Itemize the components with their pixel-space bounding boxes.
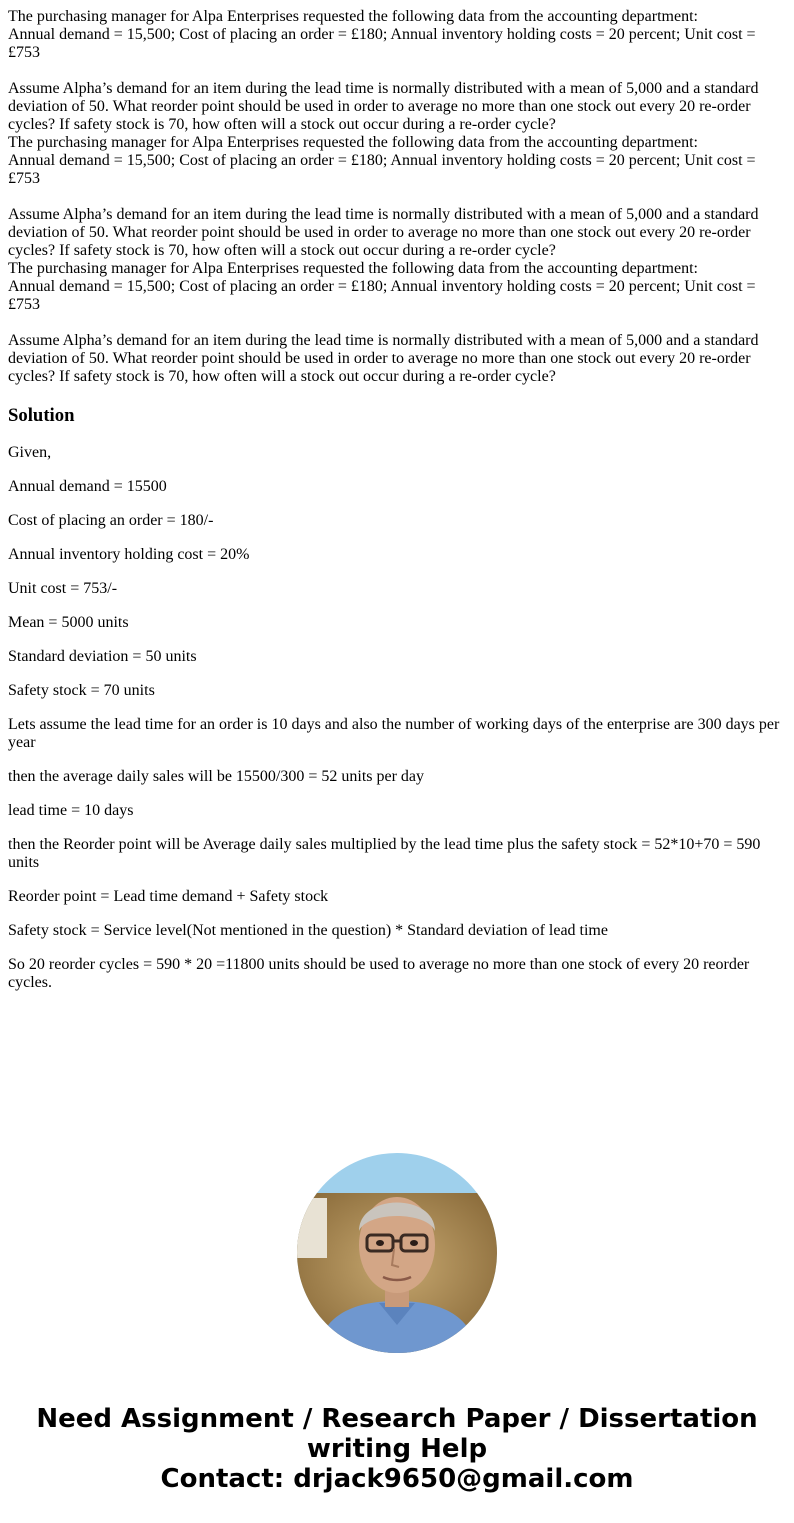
avatar <box>297 1153 497 1353</box>
question-intro: The purchasing manager for Alpa Enterprises requested the following data from the accounting department: <box>8 260 698 277</box>
avatar-switchboard <box>297 1198 327 1258</box>
solution-line: Standard deviation = 50 units <box>8 648 197 665</box>
solution-line: then the average daily sales will be 15500/300 = 52 units per day <box>8 768 425 785</box>
solution-line: Unit cost = 753/- <box>8 580 118 597</box>
spacer <box>8 62 786 80</box>
question-prompt: Assume Alpha’s demand for an item during the lead time is normally distributed with a mean of 5,000 and a standard deviation of 50. What reorder point should be used in order to average no more than one stock out every 20 re-order cycles? If safety stock is 70, how often will a stock out occur during a re-order cycle? <box>8 206 759 259</box>
solution-line: Lets assume the lead time for an order is 10 days and also the number of working days of the enterprise are 300 days per year <box>8 716 780 751</box>
solution-line: lead time = 10 days <box>8 802 134 819</box>
solution-line: then the Reorder point will be Average daily sales multiplied by the lead time plus the safety stock = 52*10+70 = 590 units <box>8 836 761 871</box>
solution-line: Annual demand = 15500 <box>8 478 167 495</box>
solution-line: Safety stock = 70 units <box>8 682 155 699</box>
avatar-eye-right <box>410 1240 418 1246</box>
footer-help-text: Need Assignment / Research Paper / Dissertation writing Help <box>36 1404 758 1464</box>
solution-line: Cost of placing an order = 180/- <box>8 512 214 529</box>
question-prompt: Assume Alpha’s demand for an item during the lead time is normally distributed with a mean of 5,000 and a standard deviation of 50. What reorder point should be used in order to average no more than one stock out every 20 re-order cycles? If safety stock is 70, how often will a stock out occur during a re-order cycle? <box>8 80 759 133</box>
spacer <box>8 188 786 206</box>
question-intro: The purchasing manager for Alpa Enterprises requested the following data from the accounting department: <box>8 8 698 25</box>
solution-line: Reorder point = Lead time demand + Safety stock <box>8 888 329 905</box>
question-data: Annual demand = 15,500; Cost of placing an order = £180; Annual inventory holding costs = 20 percent; Unit cost = £753 <box>8 152 756 187</box>
spacer <box>8 314 786 332</box>
footer-banner <box>0 1404 794 1494</box>
solution-line: Mean = 5000 units <box>8 614 129 631</box>
footer-contact: Contact: drjack9650@gmail.com <box>160 1464 634 1494</box>
question-data: Annual demand = 15,500; Cost of placing an order = £180; Annual inventory holding costs = 20 percent; Unit cost = £753 <box>8 26 756 61</box>
solution-line: Annual inventory holding cost = 20% <box>8 546 250 563</box>
solution-line: So 20 reorder cycles = 590 * 20 =11800 units should be used to average no more than one stock of every 20 reorder cycles. <box>8 956 750 991</box>
avatar-portrait <box>297 1153 497 1353</box>
solution-line: Given, <box>8 444 52 461</box>
solution-line: Safety stock = Service level(Not mentioned in the question) * Standard deviation of lead time <box>8 922 608 939</box>
solution-body <box>8 444 786 1008</box>
solution-heading: Solution <box>8 405 75 426</box>
question-block <box>8 8 786 386</box>
question-data: Annual demand = 15,500; Cost of placing an order = £180; Annual inventory holding costs = 20 percent; Unit cost = £753 <box>8 278 756 313</box>
avatar-eye-left <box>376 1240 384 1246</box>
question-prompt: Assume Alpha’s demand for an item during the lead time is normally distributed with a mean of 5,000 and a standard deviation of 50. What reorder point should be used in order to average no more than one stock out every 20 re-order cycles? If safety stock is 70, how often will a stock out occur during a re-order cycle? <box>8 332 759 385</box>
question-intro: The purchasing manager for Alpa Enterprises requested the following data from the accounting department: <box>8 134 698 151</box>
